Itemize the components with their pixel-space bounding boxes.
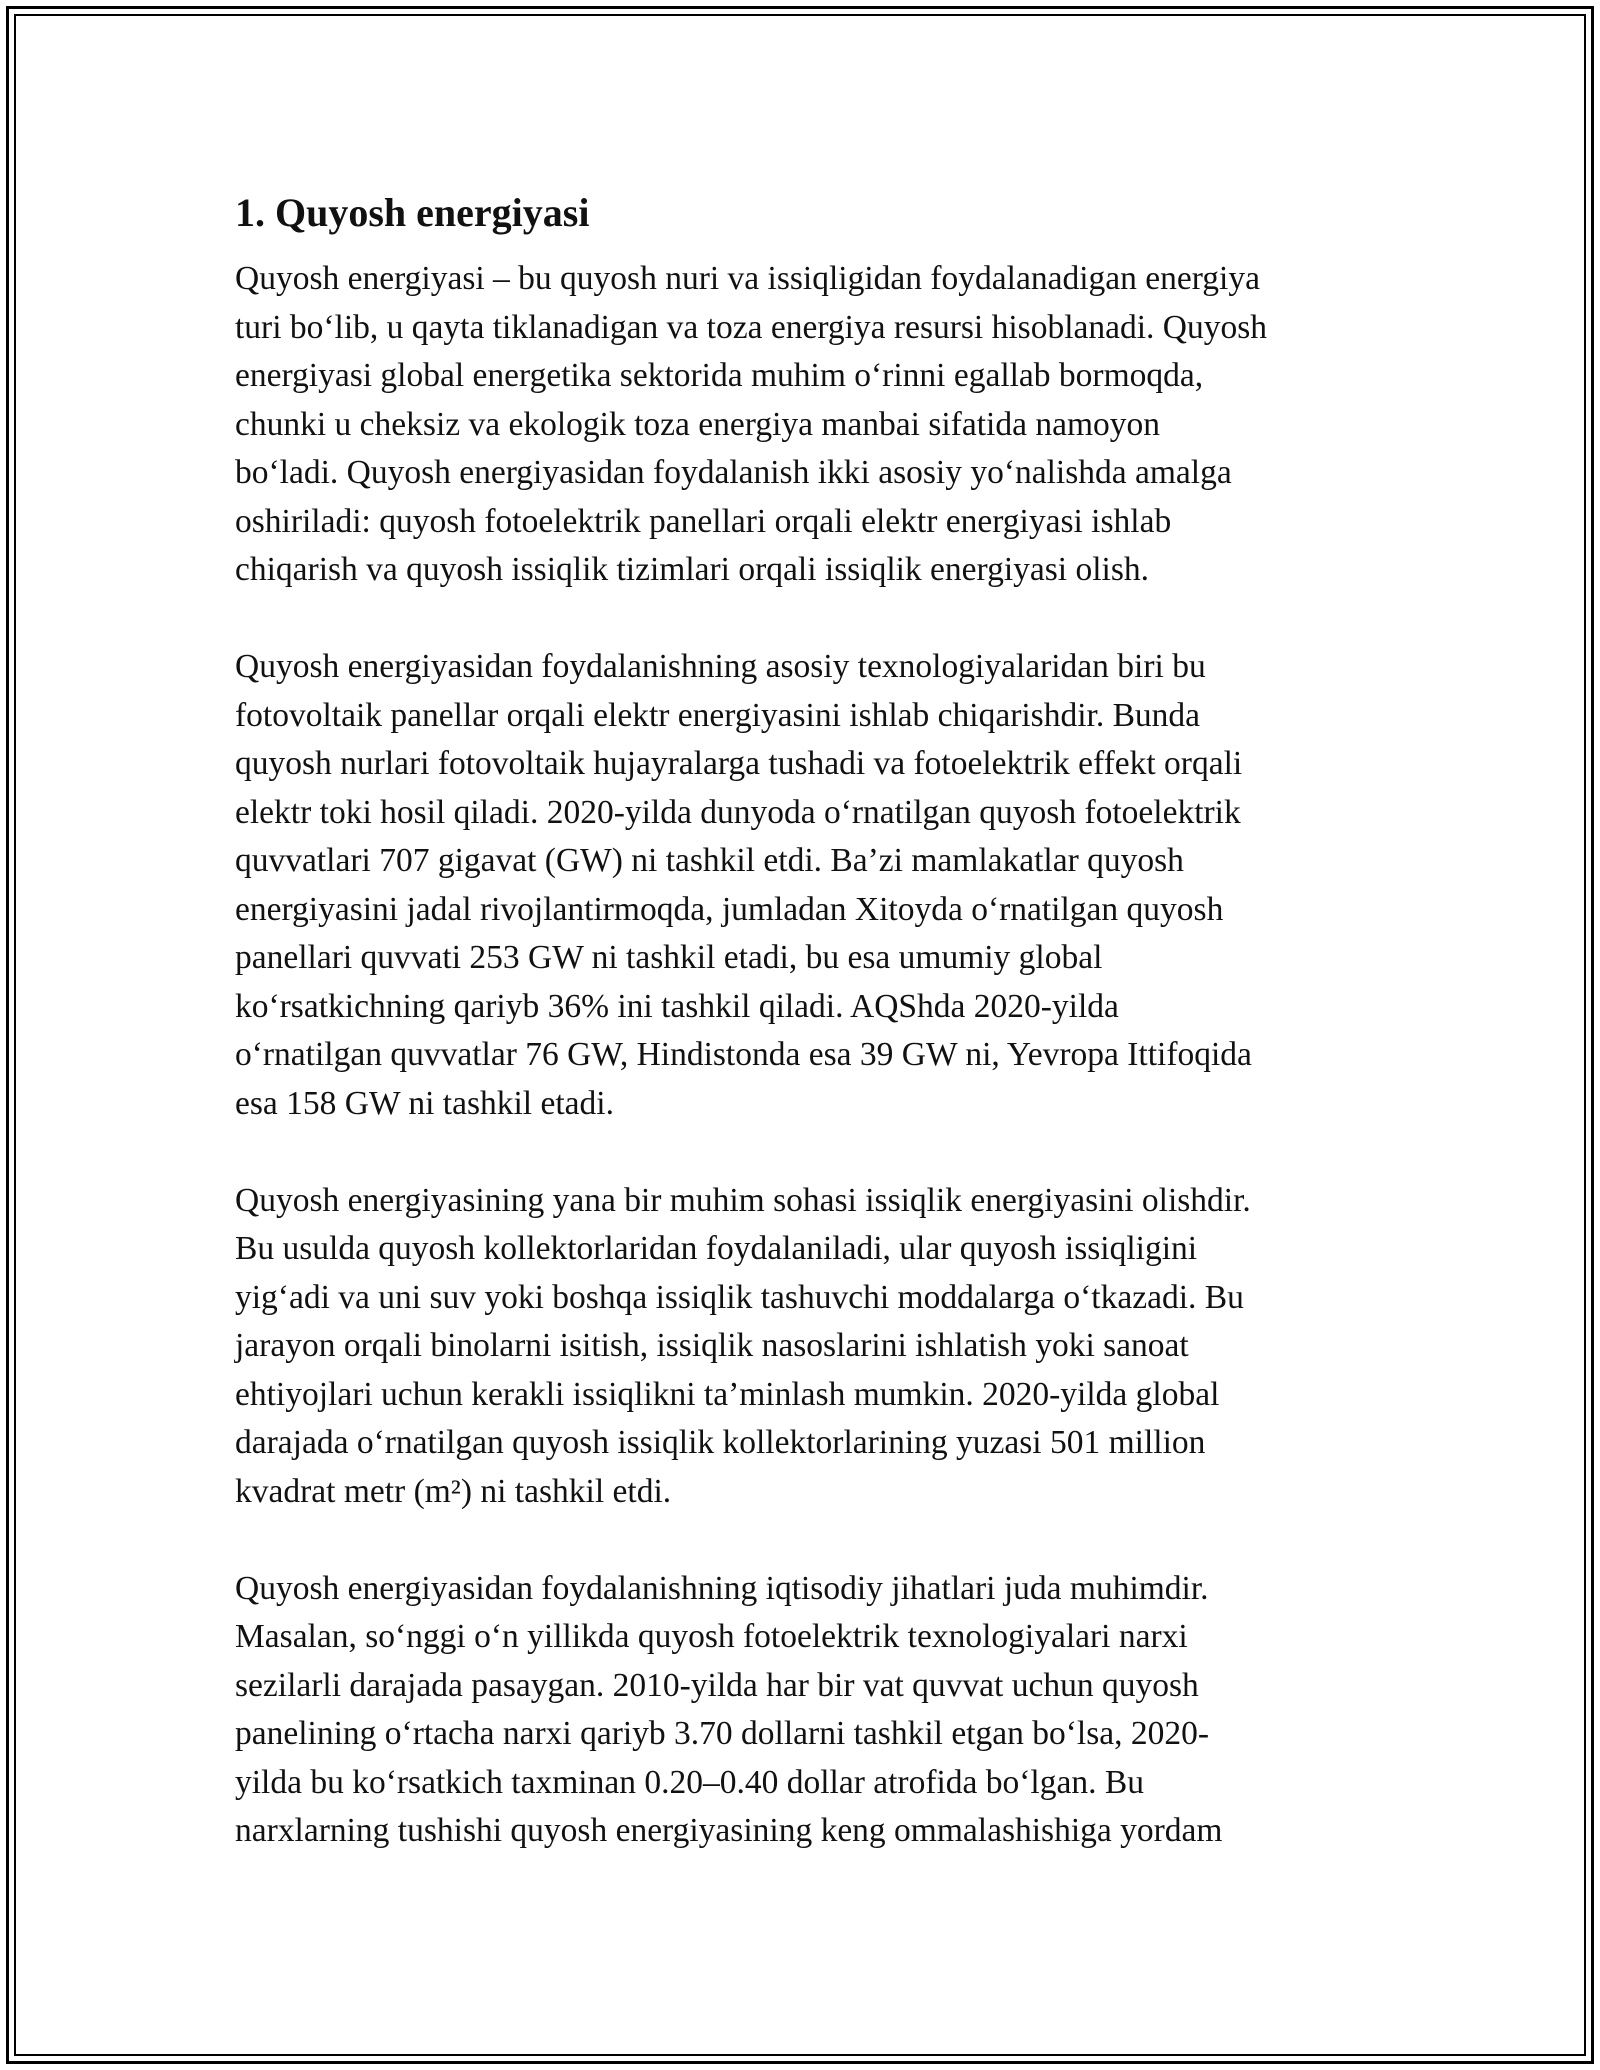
paragraph-thermal: Quyosh energiyasining yana bir muhim sohasi issiqlik energiyasini olishdir. Bu usulda quyosh kollektorlaridan foydalaniladi, ular quyosh issiqligini yig‘adi va uni suv yoki boshqa issiqlik tashuvchi moddalarga o‘tkazadi. Bu jarayon orqali binolarni isitish, issiqlik nasoslarini ishlatish yoki sanoat ehtiyojlari uchun kerakli issiqlikni ta’minlash mumkin. 2020-yilda global darajada o‘rnatilgan quyosh issiqlik kollektorlarining yuzasi 501 million kvadrat metr (m²) ni tashkil etdi. xyxy=(235,1181,1251,1510)
section-heading: 1. Quyosh energiyasi xyxy=(235,190,590,235)
paragraph-photovoltaic: Quyosh energiyasidan foydalanishning asosiy texnologiyalaridan biri bu fotovoltaik panellar orqali elektr energiyasini ishlab chiqarishdir. Bunda quyosh nurlari fotovoltaik hujayralarga tushadi va fotoelektrik effekt orqali elektr toki hosil qiladi. 2020-yilda dunyoda o‘rnatilgan quyosh fotoelektrik quvvatlari 707 gigavat (GW) ni tashkil etdi. Ba’zi mamlakatlar quyosh energiyasini jadal rivojlantirmoqda, jumladan Xitoyda o‘rnatilgan quyosh panellari quvvati 253 GW ni tashkil etadi, bu esa umumiy global ko‘rsatkichning qariyb 36% ini tashkil qiladi. AQShda 2020-yilda o‘rnatilgan quvvatlar 76 GW, Hindistonda esa 39 GW ni, Yevropa Ittifoqida esa 158 GW ni tashkil etadi. xyxy=(235,648,1252,1122)
paragraph-economics: Quyosh energiyasidan foydalanishning iqtisodiy jihatlari juda muhimdir. Masalan, so‘nggi o‘n yillikda quyosh fotoelektrik texnologiyalari narxi sezilarli darajada pasaygan. 2010-yilda har bir vat quvvat uchun quyosh panelining o‘rtacha narxi qariyb 3.70 dollarni tashkil etgan bo‘lsa, 2020- yilda bu ko‘rsatkich taxminan 0.20–0.40 dollar atrofida bo‘lgan. Bu narxlarning tushishi quyosh energiyasining keng ommalashishiga yordam xyxy=(235,1569,1223,1849)
paragraph-intro: Quyosh energiyasi – bu quyosh nuri va issiqligidan foydalanadigan energiya turi bo‘lib, u qayta tiklanadigan va toza energiya resursi hisoblanadi. Quyosh energiyasi global energetika sektorida muhim o‘rinni egallab bormoqda, chunki u cheksiz va ekologik toza energiya manbai sifatida namoyon bo‘ladi. Quyosh energiyasidan foydalanish ikki asosiy yo‘nalishda amalga oshiriladi: quyosh fotoelektrik panellari orqali elektr energiyasi ishlab chiqarish va quyosh issiqlik tizimlari orqali issiqlik energiyasi olish. xyxy=(235,260,1268,588)
document-body xyxy=(235,183,1370,1904)
